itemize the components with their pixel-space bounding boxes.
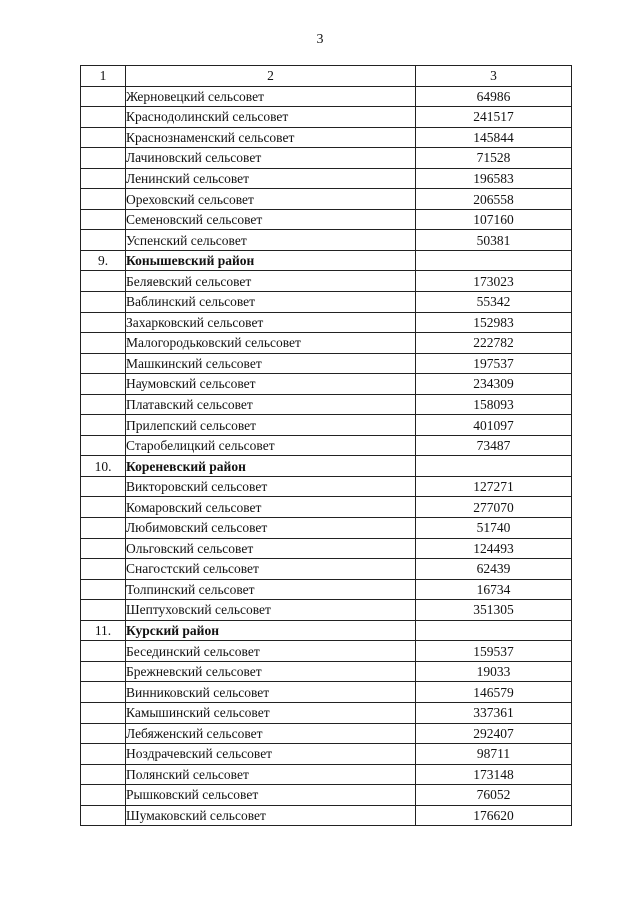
value-cell: 159537 [416, 641, 572, 662]
row-number-cell [81, 374, 126, 395]
value-cell: 206558 [416, 189, 572, 210]
value-cell: 176620 [416, 805, 572, 826]
value-cell [416, 620, 572, 641]
row-number-cell [81, 723, 126, 744]
table-row [81, 538, 572, 559]
table-row [81, 805, 572, 826]
row-number-cell [81, 292, 126, 313]
value-cell: 234309 [416, 374, 572, 395]
table-row [81, 148, 572, 169]
row-number-cell [81, 435, 126, 456]
council-name-cell: Камышинский сельсовет [126, 702, 416, 723]
row-number-cell [81, 148, 126, 169]
table-row [81, 435, 572, 456]
table-row [81, 415, 572, 436]
row-number-cell [81, 271, 126, 292]
row-number-cell [81, 805, 126, 826]
district-name-cell: Конышевский район [126, 250, 416, 271]
table-row [81, 86, 572, 107]
row-number-cell [81, 579, 126, 600]
council-name-cell: Полянский сельсовет [126, 764, 416, 785]
council-name-cell: Платавский сельсовет [126, 394, 416, 415]
table-row [81, 271, 572, 292]
row-number-cell [81, 353, 126, 374]
header-cell-name: 2 [126, 66, 416, 87]
council-name-cell: Викторовский сельсовет [126, 476, 416, 497]
row-number-cell: 10. [81, 456, 126, 477]
table-row [81, 230, 572, 251]
council-name-cell: Ореховский сельсовет [126, 189, 416, 210]
district-row [81, 250, 572, 271]
value-cell: 16734 [416, 579, 572, 600]
table-row [81, 127, 572, 148]
row-number-cell [81, 168, 126, 189]
value-cell: 19033 [416, 661, 572, 682]
council-name-cell: Краснознаменский сельсовет [126, 127, 416, 148]
table-row [81, 785, 572, 806]
page-number: 3 [316, 32, 324, 47]
row-number-cell [81, 682, 126, 703]
council-name-cell: Краснодолинский сельсовет [126, 107, 416, 128]
council-name-cell: Старобелицкий сельсовет [126, 435, 416, 456]
value-cell: 71528 [416, 148, 572, 169]
table-row [81, 661, 572, 682]
value-cell: 152983 [416, 312, 572, 333]
table-header-row [81, 66, 572, 87]
council-name-cell: Бесединский сельсовет [126, 641, 416, 662]
table-row [81, 702, 572, 723]
table-row [81, 353, 572, 374]
value-cell: 98711 [416, 744, 572, 765]
row-number-cell [81, 394, 126, 415]
value-cell: 51740 [416, 518, 572, 539]
row-number-cell [81, 702, 126, 723]
table-row [81, 641, 572, 662]
table-row [81, 744, 572, 765]
row-number-cell [81, 476, 126, 497]
value-cell: 337361 [416, 702, 572, 723]
council-name-cell: Машкинский сельсовет [126, 353, 416, 374]
value-cell: 351305 [416, 600, 572, 621]
row-number-cell [81, 415, 126, 436]
table-row [81, 107, 572, 128]
council-name-cell: Ноздрачевский сельсовет [126, 744, 416, 765]
council-name-cell: Наумовский сельсовет [126, 374, 416, 395]
value-cell: 76052 [416, 785, 572, 806]
council-name-cell: Успенский сельсовет [126, 230, 416, 251]
table-row [81, 168, 572, 189]
row-number-cell [81, 107, 126, 128]
row-number-cell [81, 785, 126, 806]
council-name-cell: Любимовский сельсовет [126, 518, 416, 539]
table-row [81, 209, 572, 230]
row-number-cell [81, 661, 126, 682]
council-name-cell: Комаровский сельсовет [126, 497, 416, 518]
value-cell: 196583 [416, 168, 572, 189]
council-name-cell: Шумаковский сельсовет [126, 805, 416, 826]
table-row [81, 394, 572, 415]
value-cell: 107160 [416, 209, 572, 230]
council-name-cell: Брежневский сельсовет [126, 661, 416, 682]
value-cell: 73487 [416, 435, 572, 456]
table-row [81, 292, 572, 313]
row-number-cell [81, 333, 126, 354]
table-row [81, 682, 572, 703]
header-cell-number: 1 [81, 66, 126, 87]
council-name-cell: Толпинский сельсовет [126, 579, 416, 600]
table-row [81, 518, 572, 539]
table-row [81, 476, 572, 497]
row-number-cell [81, 312, 126, 333]
value-cell: 173148 [416, 764, 572, 785]
value-cell: 146579 [416, 682, 572, 703]
table-row [81, 374, 572, 395]
council-name-cell: Шептуховский сельсовет [126, 600, 416, 621]
district-row [81, 620, 572, 641]
council-name-cell: Ольговский сельсовет [126, 538, 416, 559]
value-cell: 277070 [416, 497, 572, 518]
value-cell: 50381 [416, 230, 572, 251]
table-row [81, 312, 572, 333]
council-name-cell: Лачиновский сельсовет [126, 148, 416, 169]
row-number-cell: 9. [81, 250, 126, 271]
value-cell [416, 250, 572, 271]
table-row [81, 189, 572, 210]
allocation-table [80, 65, 572, 826]
table-body [81, 66, 572, 826]
table-row [81, 333, 572, 354]
row-number-cell [81, 127, 126, 148]
value-cell: 222782 [416, 333, 572, 354]
row-number-cell: 11. [81, 620, 126, 641]
table-row [81, 579, 572, 600]
header-cell-value: 3 [416, 66, 572, 87]
row-number-cell [81, 641, 126, 662]
council-name-cell: Жерновецкий сельсовет [126, 86, 416, 107]
value-cell: 401097 [416, 415, 572, 436]
value-cell [416, 456, 572, 477]
row-number-cell [81, 538, 126, 559]
row-number-cell [81, 189, 126, 210]
council-name-cell: Захарковский сельсовет [126, 312, 416, 333]
row-number-cell [81, 600, 126, 621]
row-number-cell [81, 518, 126, 539]
council-name-cell: Ленинский сельсовет [126, 168, 416, 189]
table-row [81, 559, 572, 580]
district-name-cell: Кореневский район [126, 456, 416, 477]
council-name-cell: Лебяженский сельсовет [126, 723, 416, 744]
value-cell: 124493 [416, 538, 572, 559]
row-number-cell [81, 230, 126, 251]
row-number-cell [81, 764, 126, 785]
value-cell: 292407 [416, 723, 572, 744]
council-name-cell: Ваблинский сельсовет [126, 292, 416, 313]
district-row [81, 456, 572, 477]
row-number-cell [81, 497, 126, 518]
council-name-cell: Семеновский сельсовет [126, 209, 416, 230]
value-cell: 62439 [416, 559, 572, 580]
table-row [81, 600, 572, 621]
council-name-cell: Рышковский сельсовет [126, 785, 416, 806]
council-name-cell: Малогородьковский сельсовет [126, 333, 416, 354]
value-cell: 197537 [416, 353, 572, 374]
row-number-cell [81, 86, 126, 107]
value-cell: 241517 [416, 107, 572, 128]
value-cell: 158093 [416, 394, 572, 415]
value-cell: 64986 [416, 86, 572, 107]
table-row [81, 764, 572, 785]
row-number-cell [81, 559, 126, 580]
value-cell: 145844 [416, 127, 572, 148]
value-cell: 173023 [416, 271, 572, 292]
value-cell: 127271 [416, 476, 572, 497]
council-name-cell: Беляевский сельсовет [126, 271, 416, 292]
district-name-cell: Курский район [126, 620, 416, 641]
table-row [81, 723, 572, 744]
council-name-cell: Прилепский сельсовет [126, 415, 416, 436]
value-cell: 55342 [416, 292, 572, 313]
row-number-cell [81, 744, 126, 765]
table-row [81, 497, 572, 518]
council-name-cell: Винниковский сельсовет [126, 682, 416, 703]
council-name-cell: Снагостский сельсовет [126, 559, 416, 580]
row-number-cell [81, 209, 126, 230]
